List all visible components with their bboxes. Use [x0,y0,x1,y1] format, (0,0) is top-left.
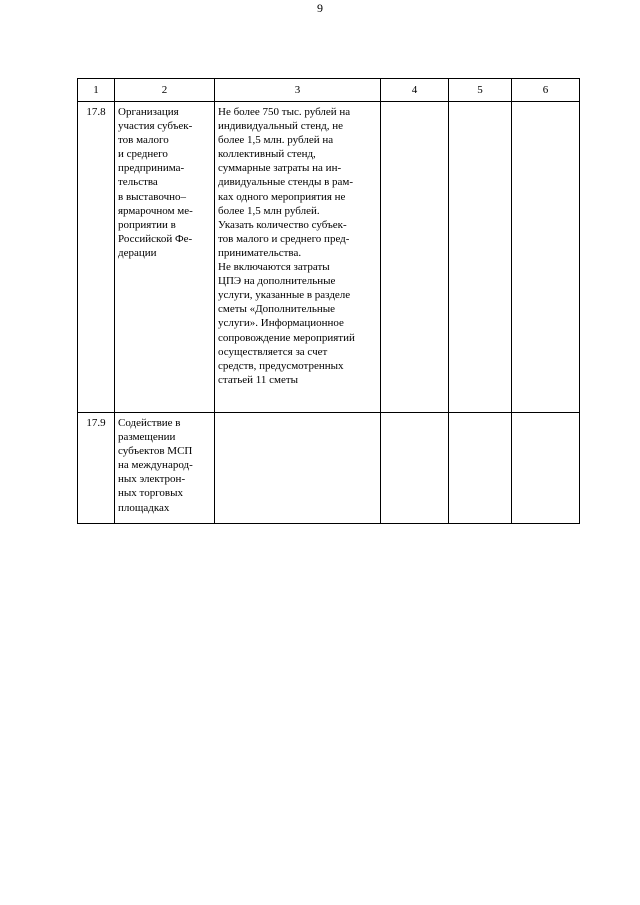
row-number-cell: 17.8 [78,102,115,413]
row-number-cell: 17.9 [78,413,115,524]
row-col4-cell [381,413,449,524]
row-col5-cell [449,102,512,413]
row-col5-cell [449,413,512,524]
row-description-cell: Не более 750 тыс. рублей на индивидуальный стенд, не более 1,5 млн. рублей на коллективный стенд, суммарные затраты на ин- дивидуальные стенды в рам- ках одного мероприятия не более 1,5 млн рублей. Указать количество субъек- тов малого и среднего пред- принимательства. Не включаются затраты ЦПЭ на дополнительные услуги, указанные в разделе сметы «Дополнительные услуги». Информационное сопровождение мероприятий осуществляется за счет средств, предусмотренных статьей 11 сметы [215,102,381,413]
estimate-table [77,78,580,524]
header-cell-3: 3 [215,79,381,102]
row-description-cell [215,413,381,524]
header-cell-5: 5 [449,79,512,102]
header-cell-6: 6 [512,79,580,102]
header-cell-2: 2 [115,79,215,102]
page-number: 9 [317,1,323,15]
row-name-cell: Организация участия субъек- тов малого и среднего предпринима- тельства в выставочно– ярмарочном ме- роприятии в Российской Фе- дерации [115,102,215,413]
row-col6-cell [512,413,580,524]
table-row [78,413,580,524]
table-header-row [78,79,580,102]
row-name-cell: Содействие в размещении субъектов МСП на международ- ных электрон- ных торговых площадках [115,413,215,524]
row-col4-cell [381,102,449,413]
header-cell-4: 4 [381,79,449,102]
row-col6-cell [512,102,580,413]
table-row [78,102,580,413]
header-cell-1: 1 [78,79,115,102]
